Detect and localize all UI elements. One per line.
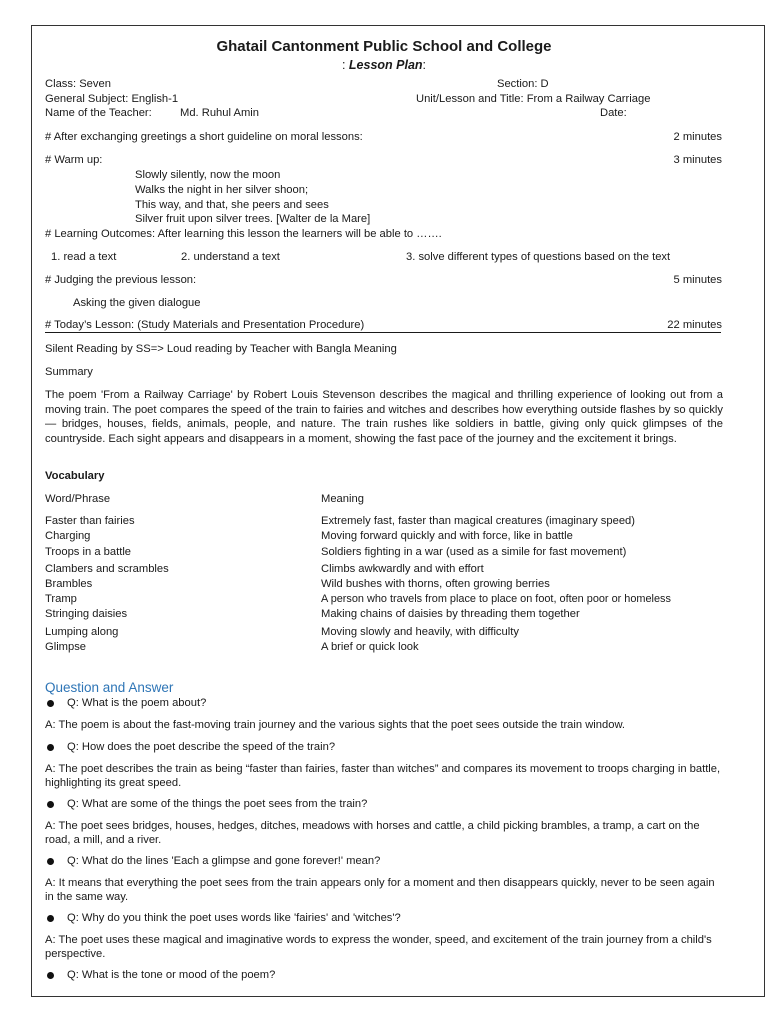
vocab-word: Charging xyxy=(45,530,91,542)
vocab-meaning: Extremely fast, faster than magical creatures (imaginary speed) xyxy=(321,515,635,527)
vocab-meaning: Climbs awkwardly and with effort xyxy=(321,563,484,575)
vocabulary-label: Vocabulary xyxy=(45,470,105,482)
vocab-meaning: Soldiers fighting in a war (used as a simile for fast movement) xyxy=(321,546,627,558)
vocab-word: Glimpse xyxy=(45,641,87,653)
outcome-item: 3. solve different types of questions based on the text xyxy=(406,251,671,263)
plan-title: Lesson Plan xyxy=(348,58,423,72)
answer: A: The poet uses these magical and imaginative words to express the wonder, speed, and excitement of the train journey from a child's perspective. xyxy=(45,934,712,960)
today-underline xyxy=(45,332,721,333)
bullet-icon xyxy=(47,972,54,979)
vocab-header-word: Word/Phrase xyxy=(45,493,111,505)
warmup-time: 3 minutes xyxy=(673,154,722,166)
bullet-icon xyxy=(47,700,54,707)
question: Q: What do the lines 'Each a glimpse and gone forever!' mean? xyxy=(67,855,381,867)
judging-step: # Judging the previous lesson: xyxy=(45,274,197,286)
bullet-icon xyxy=(47,858,54,865)
question: Q: What is the tone or mood of the poem? xyxy=(67,969,276,981)
date-label: Date: xyxy=(600,107,627,119)
question: Q: Why do you think the poet uses words like 'fairies' and 'witches'? xyxy=(67,912,401,924)
greeting-time: 2 minutes xyxy=(673,131,722,143)
plan-prefix: : xyxy=(341,58,349,72)
bullet-icon xyxy=(47,801,54,808)
subject-info: General Subject: English-1 xyxy=(45,93,179,105)
answer: A: The poet describes the train as being “faster than fairies, faster than witches” and compares its movement to troops charging in battle, highlighting its great speed. xyxy=(45,763,721,789)
learning-outcomes: # Learning Outcomes: After learning this lesson the learners will be able to ……. xyxy=(45,228,442,240)
vocab-word: Faster than fairies xyxy=(45,515,135,527)
lesson-plan-heading xyxy=(0,58,768,72)
answer: A: The poet sees bridges, houses, hedges, ditches, meadows with horses and cattle, a child picking brambles, a tramp, a cart on the road, a mill, and a river. xyxy=(45,820,700,846)
question: Q: What is the poem about? xyxy=(67,697,207,709)
answer: A: It means that everything the poet sees from the train appears only for a moment and then disappears quickly, never to be seen again in the same way. xyxy=(45,877,715,903)
judging-time: 5 minutes xyxy=(673,274,722,286)
vocab-word: Clambers and scrambles xyxy=(45,563,169,575)
vocab-word: Tramp xyxy=(45,593,77,605)
vocab-meaning: Moving slowly and heavily, with difficulty xyxy=(321,626,519,638)
summary-text: The poem 'From a Railway Carriage' by Robert Louis Stevenson describes the magical and thrilling experience of looking out from a moving train. The poet compares the speed of the train to fairies and witches and describes how everything outside flashes by so quickly — bridges, houses, fields, animals, people, and nature. The train rushes like soldiers in battle, giving only quick glimpses of the countryside. Each sight appears and disappears in a moment, showing the fast pace of the journey and the excitement it brings. xyxy=(45,389,723,446)
today-lesson: # Today’s Lesson: (Study Materials and Presentation Procedure) xyxy=(45,319,365,331)
poem-line: Walks the night in her silver shoon; xyxy=(135,184,309,196)
vocab-meaning: Wild bushes with thorns, often growing berries xyxy=(321,578,550,590)
school-title: Ghatail Cantonment Public School and College xyxy=(216,38,552,55)
poem-line: Slowly silently, now the moon xyxy=(135,169,281,181)
section-info: Section: D xyxy=(497,78,549,90)
qa-heading: Question and Answer xyxy=(45,680,174,695)
vocab-word: Troops in a battle xyxy=(45,546,132,558)
question: Q: How does the poet describe the speed of the train? xyxy=(67,741,336,753)
today-time: 22 minutes xyxy=(667,319,722,331)
greeting-step: # After exchanging greetings a short guideline on moral lessons: xyxy=(45,131,363,143)
summary-label: Summary xyxy=(45,366,93,378)
vocab-meaning: A person who travels from place to place on foot, often poor or homeless xyxy=(321,593,671,605)
vocab-meaning: A brief or quick look xyxy=(321,641,419,653)
unit-info: Unit/Lesson and Title: From a Railway Carriage xyxy=(416,93,651,105)
outcome-item: 2. understand a text xyxy=(181,251,280,263)
teacher-label: Name of the Teacher: xyxy=(45,107,152,119)
answer: A: The poem is about the fast-moving train journey and the various sights that the poet sees outside the train window. xyxy=(45,719,626,731)
warmup-label: # Warm up: xyxy=(45,154,103,166)
class-info: Class: Seven xyxy=(45,78,111,90)
question: Q: What are some of the things the poet sees from the train? xyxy=(67,798,368,810)
bullet-icon xyxy=(47,915,54,922)
vocab-word: Stringing daisies xyxy=(45,608,128,620)
poem-line: This way, and that, she peers and sees xyxy=(135,199,329,211)
judging-activity: Asking the given dialogue xyxy=(73,297,201,309)
vocab-word: Brambles xyxy=(45,578,93,590)
reading-procedure: Silent Reading by SS=> Loud reading by Teacher with Bangla Meaning xyxy=(45,343,397,355)
outcome-item: 1. read a text xyxy=(51,251,117,263)
vocab-meaning: Making chains of daisies by threading them together xyxy=(321,608,580,620)
bullet-icon xyxy=(47,744,54,751)
vocab-meaning: Moving forward quickly and with force, like in battle xyxy=(321,530,573,542)
vocab-word: Lumping along xyxy=(45,626,119,638)
poem-line: Silver fruit upon silver trees. [Walter de la Mare] xyxy=(135,213,371,225)
teacher-name: Md. Ruhul Amin xyxy=(180,107,259,119)
plan-suffix: : xyxy=(422,58,427,72)
vocab-header-meaning: Meaning xyxy=(321,493,364,505)
